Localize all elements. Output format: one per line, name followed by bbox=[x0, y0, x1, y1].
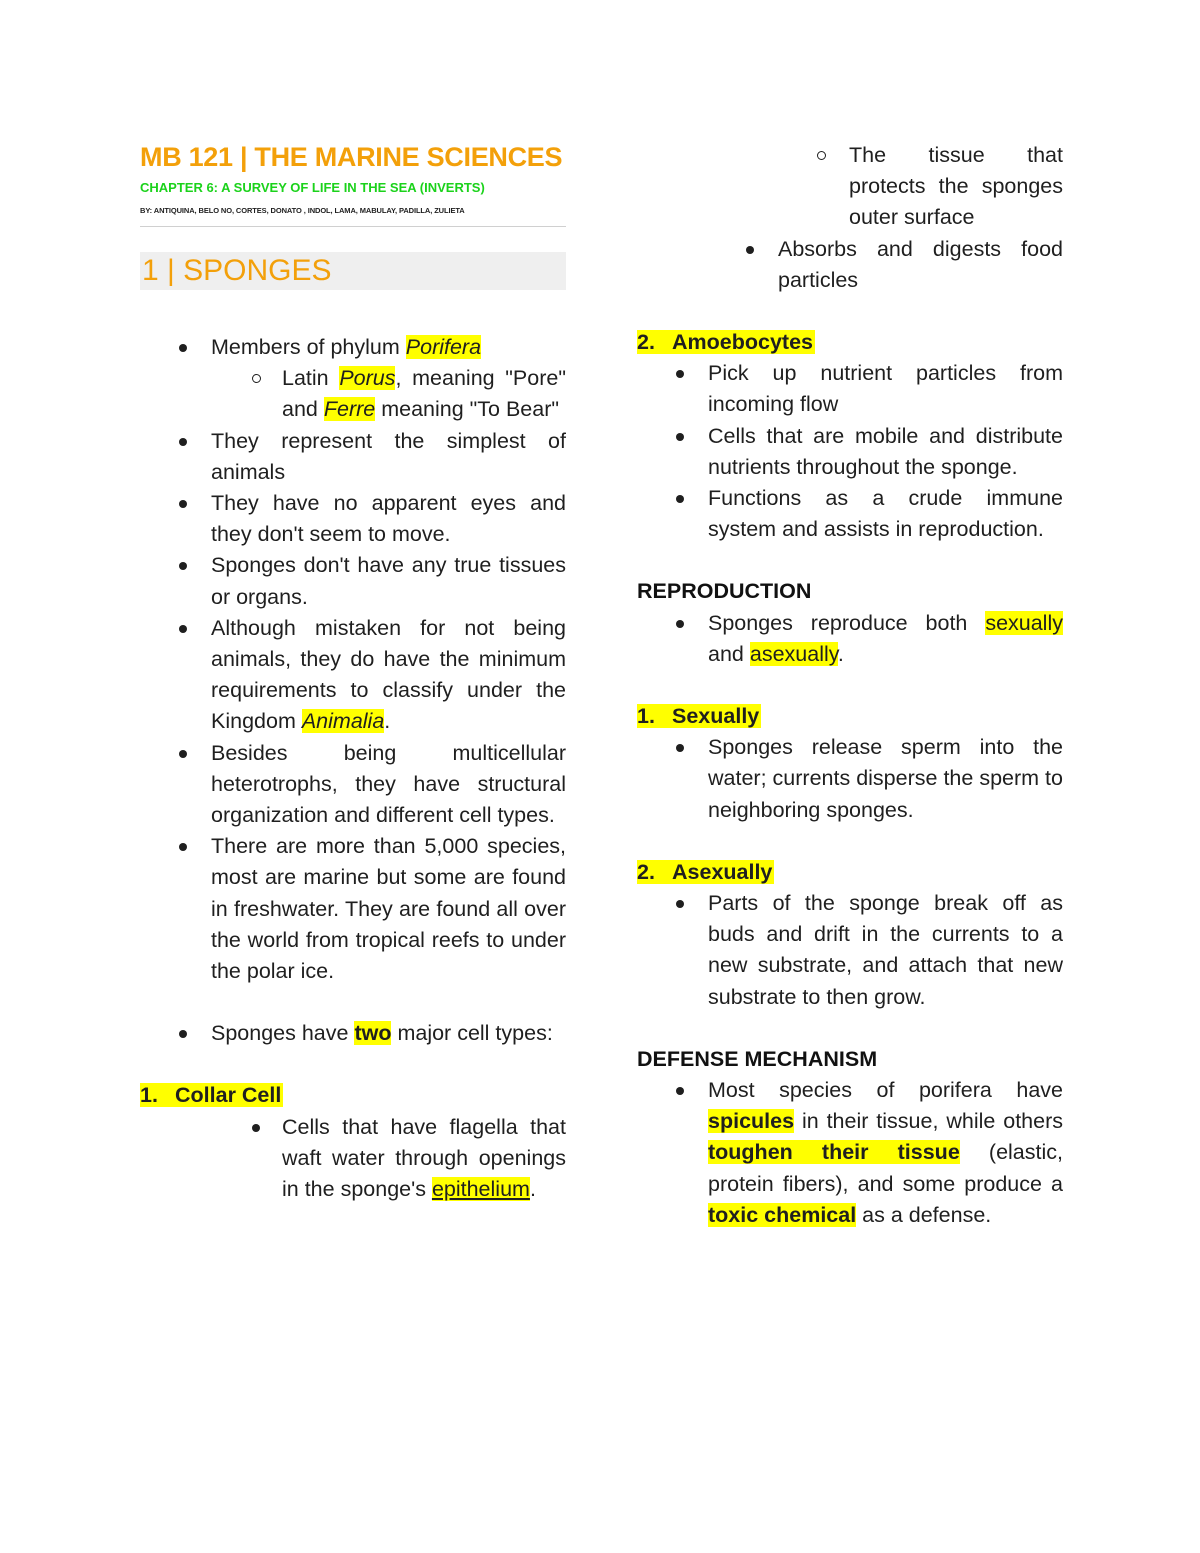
asexually-heading bbox=[637, 857, 1063, 888]
highlighted-term: Ferre bbox=[323, 397, 376, 422]
list-item bbox=[140, 1018, 566, 1049]
highlighted-term: Porus bbox=[339, 366, 396, 391]
sponges-bullet-list bbox=[140, 332, 566, 987]
defense-list bbox=[637, 1075, 1063, 1231]
list-item: Besides being multicellular heterotrophs, they have structural organization and different cell types. bbox=[140, 738, 566, 832]
bullet-text: as a defense. bbox=[856, 1202, 992, 1227]
header-divider bbox=[140, 226, 566, 227]
bullet-text: . bbox=[384, 709, 391, 734]
bullet-text: Most species of porifera have bbox=[708, 1078, 1063, 1103]
cell-types-list bbox=[140, 1018, 566, 1049]
collar-cell-list bbox=[140, 1112, 566, 1206]
bullet-text: (elastic, protein fibers), and some produce a bbox=[708, 1140, 1063, 1196]
list-item bbox=[637, 608, 1063, 670]
sub-list-item: The tissue that protects the sponges outer surface bbox=[637, 140, 1063, 234]
list-item: Parts of the sponge break off as buds and drift in the currents to a new substrate, and attach that new substrate to then grow. bbox=[637, 888, 1063, 1013]
bullet-text: Sponges reproduce both bbox=[708, 610, 986, 635]
heading-number: 2. bbox=[637, 859, 655, 884]
collar-cell-continued-list bbox=[637, 140, 1063, 296]
list-item: Cells that are mobile and distribute nutrients throughout the sponge. bbox=[637, 421, 1063, 483]
amoebocytes-heading bbox=[637, 327, 1063, 358]
asexually-list bbox=[637, 888, 1063, 1013]
heading-label: Collar Cell bbox=[175, 1083, 282, 1108]
left-column bbox=[140, 140, 566, 1205]
highlighted-term: epithelium bbox=[431, 1177, 530, 1202]
bullet-text: and bbox=[708, 641, 750, 666]
list-item: Pick up nutrient particles from incoming flow bbox=[637, 358, 1063, 420]
list-item: They represent the simplest of animals bbox=[140, 426, 566, 488]
list-item: They have no apparent eyes and they don't seem to move. bbox=[140, 488, 566, 550]
highlighted-term: Animalia bbox=[301, 709, 385, 734]
bullet-text: meaning "To Bear" bbox=[375, 397, 560, 422]
list-item bbox=[140, 613, 566, 738]
heading-number: 1. bbox=[637, 704, 655, 729]
amoebocytes-list bbox=[637, 358, 1063, 545]
highlighted-term: spicules bbox=[708, 1109, 795, 1134]
chapter-subtitle: CHAPTER 6: A SURVEY OF LIFE IN THE SEA (INVERTS) bbox=[140, 180, 485, 195]
heading-number: 2. bbox=[637, 330, 655, 355]
bullet-text: in their tissue, while others bbox=[794, 1109, 1063, 1134]
list-item: Sponges release sperm into the water; currents disperse the sperm to neighboring sponges. bbox=[637, 732, 1063, 826]
list-item bbox=[140, 332, 566, 363]
list-item: Sponges don't have any true tissues or organs. bbox=[140, 550, 566, 612]
list-item bbox=[140, 1112, 566, 1206]
bullet-text: , meaning "Pore" and bbox=[282, 366, 566, 422]
defense-mechanism-heading: DEFENSE MECHANISM bbox=[637, 1046, 878, 1071]
highlighted-term: two bbox=[354, 1021, 392, 1046]
reproduction-list bbox=[637, 608, 1063, 670]
sexually-list bbox=[637, 732, 1063, 826]
list-item: Absorbs and digests food particles bbox=[637, 234, 1063, 296]
bullet-text: Although mistaken for not being animals, they do have the minimum requirements to classify under the Kingdom bbox=[211, 615, 566, 734]
heading-label: Amoebocytes bbox=[672, 330, 813, 355]
reproduction-heading: REPRODUCTION bbox=[637, 579, 812, 604]
sexually-heading bbox=[637, 701, 1063, 732]
heading-number: 1. bbox=[140, 1083, 158, 1108]
list-item bbox=[637, 1075, 1063, 1231]
highlighted-term: asexually bbox=[749, 641, 838, 666]
bullet-text: Sponges have bbox=[211, 1021, 355, 1046]
highlighted-term: toxic chemical bbox=[708, 1202, 857, 1227]
list-item: Functions as a crude immune system and assists in reproduction. bbox=[637, 483, 1063, 545]
list-item: There are more than 5,000 species, most are marine but some are found in freshwater. They are found all over the world from tropical reefs to under the polar ice. bbox=[140, 831, 566, 987]
sub-list-item bbox=[140, 363, 566, 425]
highlighted-term: toughen their tissue bbox=[708, 1140, 960, 1165]
heading-label: Asexually bbox=[672, 859, 773, 884]
heading-label: Sexually bbox=[672, 704, 760, 729]
bullet-text: . bbox=[837, 641, 844, 666]
right-column bbox=[637, 140, 1063, 1231]
authors-line: BY: ANTIQUINA, BELO NO, CORTES, DONATO , INDOL, LAMA, MABULAY, PADILLA, ZULIETA bbox=[140, 206, 465, 215]
collar-cell-heading bbox=[140, 1080, 566, 1111]
bullet-text: Latin bbox=[282, 366, 340, 391]
highlighted-term: sexually bbox=[985, 610, 1063, 635]
highlighted-term: Porifera bbox=[405, 335, 482, 359]
bullet-text: Members of phylum bbox=[211, 335, 406, 359]
document-title: MB 121 | THE MARINE SCIENCES bbox=[140, 142, 563, 172]
bullet-text: . bbox=[529, 1177, 536, 1202]
bullet-text: major cell types: bbox=[391, 1021, 553, 1046]
section-heading: 1 | SPONGES bbox=[140, 252, 566, 290]
bullet-text: Cells that have flagella that waft water through openings in the sponge's bbox=[282, 1114, 566, 1202]
